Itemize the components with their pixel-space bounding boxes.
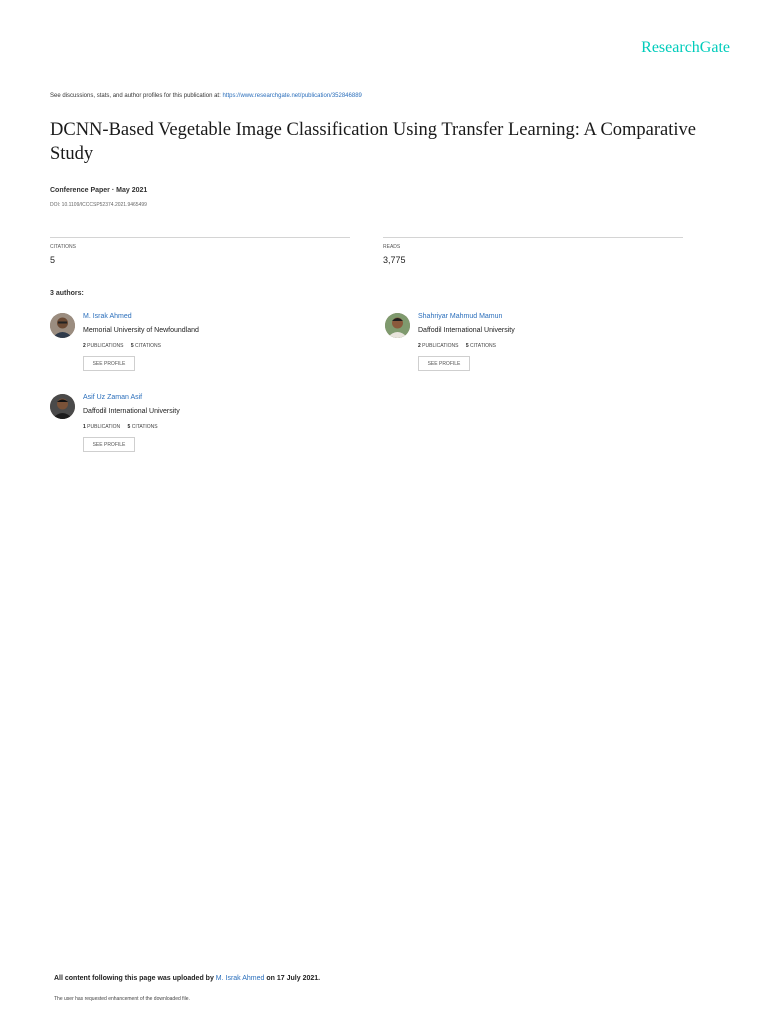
uploader-link[interactable]: M. Israk Ahmed: [215, 975, 265, 982]
author-stats: [418, 343, 496, 349]
upload-suffix: on 17 July 2021.: [266, 975, 321, 982]
author-card: [50, 394, 350, 466]
author-stats: [83, 424, 158, 430]
author-avatar[interactable]: [50, 313, 75, 338]
author-citations-count: 5: [465, 343, 469, 349]
upload-notice: [54, 975, 320, 982]
author-publications-count: 1: [83, 424, 86, 430]
discussion-line: [50, 93, 362, 99]
author-citations-label: CITATIONS: [470, 343, 496, 349]
publication-title: DCNN-Based Vegetable Image Classification Using Transfer Learning: A Comparative Study: [50, 120, 697, 164]
author-affiliation: Daffodil International University: [418, 327, 515, 334]
reads-divider: [383, 237, 683, 238]
see-profile-button[interactable]: SEE PROFILE: [418, 356, 470, 371]
author-affiliation: Memorial University of Newfoundland: [83, 327, 199, 334]
reads-label: READS: [383, 244, 401, 250]
authors-label: 3 authors:: [50, 290, 84, 297]
author-publications-label: PUBLICATIONS: [422, 343, 459, 349]
upload-prefix: All content following this page was uploaded by: [54, 975, 214, 982]
enhancement-note: The user has requested enhancement of the downloaded file.: [54, 996, 190, 1002]
author-avatar[interactable]: [50, 394, 75, 419]
reads-value: 3,775: [383, 255, 406, 265]
publication-url-link[interactable]: https://www.researchgate.net/publication/352846889: [222, 93, 362, 99]
citations-label: CITATIONS: [50, 244, 76, 250]
discussion-text: See discussions, stats, and author profiles for this publication at:: [50, 93, 221, 99]
author-name-link[interactable]: M. Israk Ahmed: [83, 313, 132, 320]
author-publications-count: 2: [83, 343, 86, 349]
author-stats: [83, 343, 161, 349]
citations-divider: [50, 237, 350, 238]
author-name-link[interactable]: Asif Uz Zaman Asif: [83, 394, 143, 401]
author-card: [50, 313, 350, 385]
author-affiliation: Daffodil International University: [83, 408, 180, 415]
see-profile-button[interactable]: SEE PROFILE: [83, 356, 135, 371]
researchgate-logo[interactable]: ResearchGate: [641, 39, 730, 56]
author-citations-count: 5: [127, 424, 131, 430]
author-publications-count: 2: [418, 343, 421, 349]
author-name-link[interactable]: Shahriyar Mahmud Mamun: [418, 313, 503, 320]
author-avatar[interactable]: [385, 313, 410, 338]
author-publications-label: PUBLICATION: [87, 424, 121, 430]
citations-value: 5: [50, 255, 56, 265]
author-citations-count: 5: [130, 343, 134, 349]
author-citations-label: CITATIONS: [131, 424, 158, 430]
author-card: [385, 313, 685, 385]
publication-doi: DOI: 10.1109/ICCCSP52374.2021.9465499: [50, 202, 147, 208]
author-publications-label: PUBLICATIONS: [87, 343, 124, 349]
author-citations-label: CITATIONS: [135, 343, 161, 349]
publication-type-date: Conference Paper · May 2021: [50, 187, 148, 194]
see-profile-button[interactable]: SEE PROFILE: [83, 437, 135, 452]
